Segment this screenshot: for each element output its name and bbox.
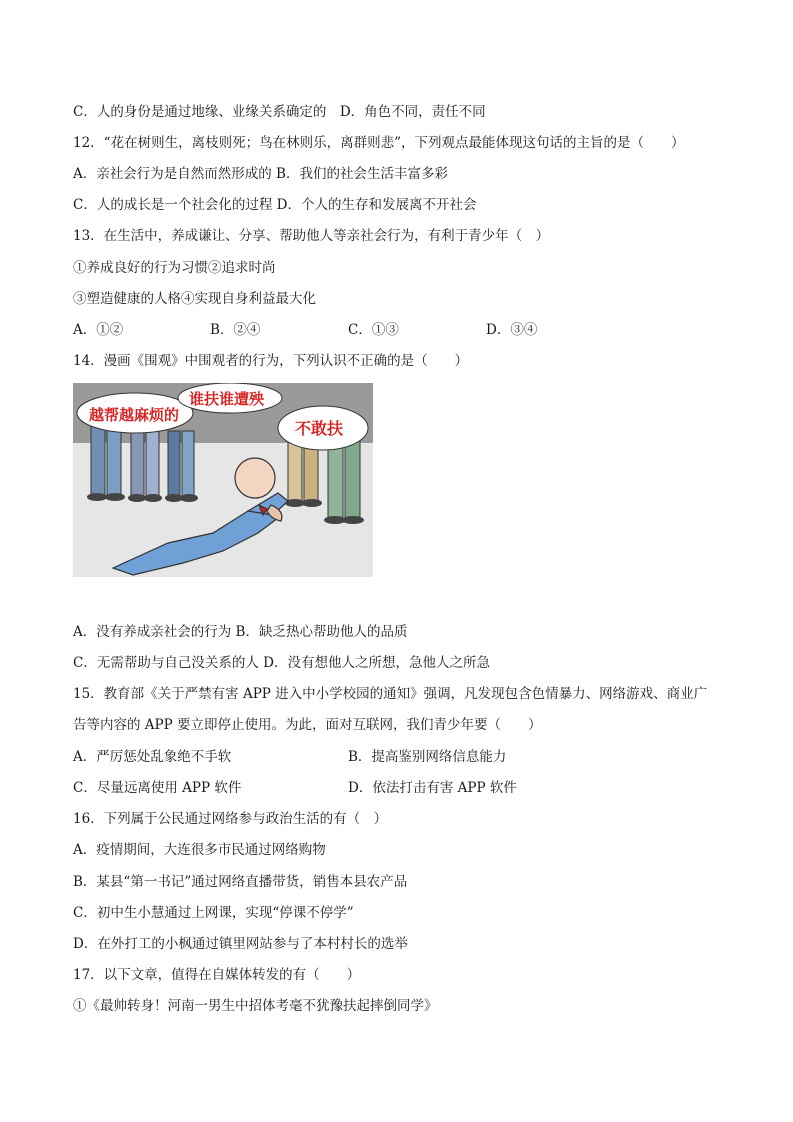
q16-option-d: D．在外打工的小枫通过镇里网站参与了本村村长的选举 <box>73 936 408 952</box>
q15-stem-line1: 15．教育部《关于严禁有害 APP 进入中小学校园的通知》强调，凡发现包含色情暴力、网络游戏、商业广 <box>73 686 708 702</box>
q14-options-ab: A．没有养成亲社会的行为 B．缺乏热心帮助他人的品质 <box>73 624 408 640</box>
q13-statement-2: ③塑造健康的人格④实现自身利益最大化 <box>73 291 316 307</box>
q13-option-b: B．②④ <box>210 322 261 338</box>
q11-options-cd: C．人的身份是通过地缘、业缘关系确定的 D．角色不同，责任不同 <box>73 104 486 120</box>
q12-options-ab: A．亲社会行为是自然而然形成的 B．我们的社会生活丰富多彩 <box>73 166 448 182</box>
q13-stem: 13．在生活中，养成谦让、分享、帮助他人等亲社会行为，有利于青少年（ ） <box>73 228 550 244</box>
q13-option-c: C．①③ <box>348 322 399 338</box>
q13-option-a: A．①② <box>73 322 124 338</box>
bubble-text-left: 越帮越麻烦的 <box>89 406 180 424</box>
q15-option-a: A．严厉惩处乱象绝不手软 <box>73 749 232 765</box>
q16-option-b: B．某县“第一书记”通过网络直播带货，销售本县农产品 <box>73 874 408 890</box>
bubble-text-middle: 谁扶谁遭殃 <box>189 390 265 408</box>
q15-stem-line2: 告等内容的 APP 要立即停止使用。为此，面对互联网，我们青少年要（ ） <box>73 717 542 733</box>
q12-options-cd: C．人的成长是一个社会化的过程 D．个人的生存和发展离不开社会 <box>73 197 477 213</box>
q13-statement-1: ①养成良好的行为习惯②追求时尚 <box>73 260 276 276</box>
q14-stem: 14．漫画《围观》中围观者的行为，下列认识不正确的是（ ） <box>73 353 469 369</box>
q15-option-d: D．依法打击有害 APP 软件 <box>348 780 517 796</box>
q15-option-b: B．提高鉴别网络信息能力 <box>348 749 507 765</box>
q16-stem: 16．下列属于公民通过网络参与政治生活的有（ ） <box>73 811 388 827</box>
q15-option-c: C．尽量远离使用 APP 软件 <box>73 780 242 796</box>
q16-option-c: C．初中生小慧通过上网课，实现“停课不停学” <box>73 905 354 921</box>
q16-option-a: A．疫情期间，大连很多市民通过网络购物 <box>73 842 326 858</box>
q17-statement-1: ①《最帅转身！河南一男生中招体考毫不犹豫扶起摔倒同学》 <box>73 998 438 1014</box>
q17-stem: 17．以下文章，值得在自媒体转发的有（ ） <box>73 967 361 983</box>
q12-stem: 12．“花在树则生，离枝则死；鸟在林则乐，离群则悲”，下列观点最能体现这句话的主旨的是（ ） <box>73 135 685 151</box>
bubble-text-right: 不敢扶 <box>295 419 344 438</box>
q13-option-d: D．③④ <box>486 322 538 338</box>
cartoon-weiguan-image <box>73 383 373 577</box>
q14-options-cd: C．无需帮助与自己没关系的人 D．没有想他人之所想，急他人之所急 <box>73 655 490 671</box>
